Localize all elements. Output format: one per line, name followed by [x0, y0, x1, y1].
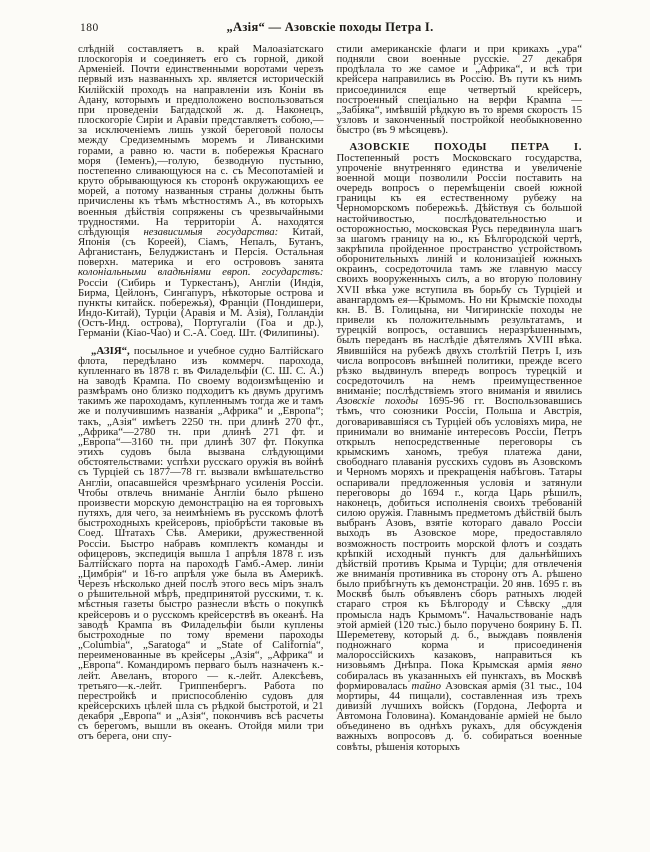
page-header: [78, 20, 582, 38]
right-column: [337, 44, 583, 852]
page-number: 180: [80, 22, 99, 34]
text-columns: [78, 44, 582, 852]
azia-ship-continuation-paragraph: стили американскіе флаги и при крикахъ „ура“ подняли свои военные русскіе. 27 декабря продѣлала то же самое и „Африка“, и всѣ три крейсера направились въ Россію. Въ пути къ нимъ присоединился еще четвертый крейсеръ, построенный спеціально на верфи Крампа — „Забіяка“, имѣвшій рѣдкую въ то время скорость 15 узловъ и законченный постройкой необыкновенно быстро (въ 9 мѣсяцевъ).: [336, 43, 582, 137]
azia-geography-continuation-paragraph: слѣдній составляетъ в. край Малоазіатскаго плоскогорія и соединяетъ его съ горной, дикой Арменіей. Почти единственными воротами черезъ первый изъ названныхъ хр. является историческій Килійскій проходъ на направленіи изъ Коніи въ Адану, которымъ и предположено воспользоваться при проведеніи Багдадской ж. д. Наконецъ, плоскогоріе Сиріи и Аравіи представляетъ собою,—за исключеніемъ лишь узкой береговой полосы между Средиземнымъ моремъ и Ливанскими горами, а равно ю. части в. побережья Краснаго моря (Іеменъ),—голую, безводную пустыню, постепенно сливающуюся на с. съ Месопотаміей и круто обрывающуюся къ сторонѣ окружающихъ ее морей, а потому названныя страны должны быть причислены къ тѣмъ мѣстностямъ А., въ которыхъ военныя дѣйствія сопряжены съ чрезвычайными трудностями. На территоріи А. находятся слѣдующія независимыя государства: Китай, Японія (съ Кореей), Сіамъ, Непалъ, Бутанъ, Афганистанъ, Белуджистанъ и Персія. Остальная поверхн. материка и его острововъ занята колоніальными владѣніями европ. государствъ: Россіи (Сибирь и Туркестанъ), Англіи (Индія, Бирма, Цейлонъ, Сингапуръ, нѣкоторые острова и пункты китайск. побережья), Франціи (Пондишери, Индо-Китай), Турціи (Аравія и М. Азія), Голландіи (Остъ-Инд. острова), Португаліи (Гоа и др.), Германіи (Кіао-Чао) и С.-А. Соед. Шт. (Филипины).: [78, 43, 324, 340]
azia-ship-article-paragraph: „АЗІЯ“, посыльное и учебное судно Балтійскаго флота, передѣлано изъ коммерч. парохода, купленнаго въ 1878 г. въ Филадельфіи (С. Ш. С. А.) на заводѣ Крампа. По своему водоизмѣщенію и размѣрамъ оно близко подходитъ къ двумъ другимъ такимъ же пароходамъ, купленнымъ тогда же и тамъ же и получившимъ названія „Африка“ и „Европа“; такъ, „Азія“ имѣетъ 2250 тн. при длинѣ 270 фт., „Африка“—2780 тн. при длинѣ 271 фт. и „Европа“—3160 тн. при длинѣ 307 фт. Покупка этихъ судовъ была вызвана слѣдующими обстоятельствами: успѣхи русскаго оружія въ войнѣ съ Турціей съ 1877—78 гг. вызвали вмѣшательство Англіи, опасавшейся чрезмѣрнаго усиленія Россіи. Чтобы отвлечь вниманіе Англіи было рѣшено произвести морскую демонстрацію на ея торговыхъ путяхъ, для чего, за неимѣніемъ въ русскомъ флотѣ быстроходныхъ крейсеровъ, пріобрѣсти таковые въ Соед. Штатахъ Сѣв. Америки, дружественной Россіи. Быстро набравъ комплектъ команды и офицеровъ, экспедиція вышла 1 апрѣля 1878 г. изъ Балтійскаго порта на пароходѣ Гамб.-Амер. линіи „Цимбрія“ и 16-го апрѣля уже была въ Америкѣ. Черезъ нѣсколько дней послѣ этого весь міръ зналъ о рѣшительной мѣрѣ, предпринятой русскими, т. к. мѣстныя газеты быстро разнесли вѣсть о покупкѣ крейсеровъ и о русскомъ крейсерствѣ въ океанѣ. На заводѣ Крампа въ Филадельфіи были куплены быстроходные по тому времени пароходы „Columbia“, „Saratoga“ и „State of California“, переименованные въ крейсеры „Азія“, „Африка“ и „Европа“. Командиромъ перваго былъ назначенъ к.-лейт. Авеланъ, второго — к.-лейт. Алексѣевъ, третьяго—к.-лейт. Гриппенбергъ. Работа по перестройкѣ и приспособленію судовъ для крейсерскихъ цѣлей шла съ рѣдкой быстротой, и 21 декабря „Европа“ и „Азія“, покончивъ всѣ расчеты съ берегомъ, вышли въ океанъ. Отойдя мили три отъ берега, они спу-: [78, 344, 324, 743]
left-column: [78, 44, 324, 852]
running-title: „Азія“ — Азовскіе походы Петра I.: [226, 20, 434, 34]
azov-campaigns-article-paragraph: АЗОВСКІЕ ПОХОДЫ ПЕТРА I. Постепенный ростъ Московскаго государства, упроченіе внутренняго единства и увеличеніе военной мощи позволили Россіи поставить на очередь вопросъ о перемѣщеніи своей южной границы къ ея естественному рубежу на Черноморскомъ побережьѣ. Дѣйствуя съ большой настойчивостью, послѣдовательностью и осторожностью, московская Русь передвинула шагъ за шагомъ границу на ю., къ Бѣлгородской чертѣ, закрѣпила пройденное пространство устройствомъ оборонительныхъ линій и колонизаціей южныхъ окраинъ, сосредоточила тамъ же главную массу своихъ вооруженныхъ силъ, а во вторую половину XVII вѣка уже вступила въ борьбу съ Турціей и авангардомъ ея—Крымомъ. Но ни Крымскіе походы кн. В. В. Голицына, ни Чигиринскіе походы не привели къ положительнымъ результатамъ, и турецкій вопросъ, оставшись неразрѣшеннымъ, былъ переданъ въ наслѣдіе дѣятелямъ XVIII вѣка. Явившійся на рубежѣ двухъ столѣтій Петръ I, изъ числа вопросовъ внѣшней политики, прежде всего рѣзко выдвинулъ впередъ вопросъ турецкій и сосредоточилъ на немъ преимущественное вниманіе; послѣдствіемъ этого вниманія и явились Азовскіе походы 1695-96 гг. Воспользовавшись тѣмъ, что союзники Россіи, Польша и Австрія, договаривавшіяся съ Турціей объ условіяхъ мира, не принимали во вниманіе интересовъ Россіи, Петръ открылъ непосредственные переговоры съ крымскимъ ханомъ, требуя платежа дани, свободнаго плаванія русскихъ судовъ въ Азовскомъ и Черномъ моряхъ и прекращенія набѣговъ. Татары оспаривали предложенныя условія и затянули переговоры до 1694 г., когда Царь рѣшилъ, наконецъ, добиться исполненія своихъ требованій силою оружія. Главнымъ предметомъ дѣйствій былъ выбранъ Азовъ, взятіе котораго давало Россіи выходъ въ Азовское море, предоставляло возможность построить морской флотъ и создать крѣпкій исходный пунктъ для дальнѣйшихъ дѣйствій противъ Крыма и Турціи; для отвлеченія же вниманія противника въ сторону отъ А. рѣшено было прибѣгнуть къ демонстраціи. 20 янв. 1695 г. въ Москвѣ былъ объявленъ сборъ ратныхъ людей стараго строя къ Бѣлгороду и Сѣвску „для промысла надъ Крымомъ“. Начальствованіе надъ этой арміей (120 тыс.) было поручено боярину Б. П. Шереметеву, который д. б., выждавъ появленія подножнаго корма и присоединенія малороссійскихъ казаковъ, направиться къ низовьямъ Днѣпра. Пока Крымская армія явно собиралась въ указанныхъ ей пунктахъ, въ Москвѣ формировалась тайно Азовская армія (31 тыс., 104 мортиры, 44 пищали), составленная изъ трехъ дивизій лучшихъ войскъ (Гордона, Лефорта и Автомона Головина). Командованіе арміей не было объединено въ однѣхъ рукахъ, для обсужденія важныхъ вопросовъ д. б. собираться военные совѣты, рѣшенія которыхъ: [336, 141, 583, 753]
